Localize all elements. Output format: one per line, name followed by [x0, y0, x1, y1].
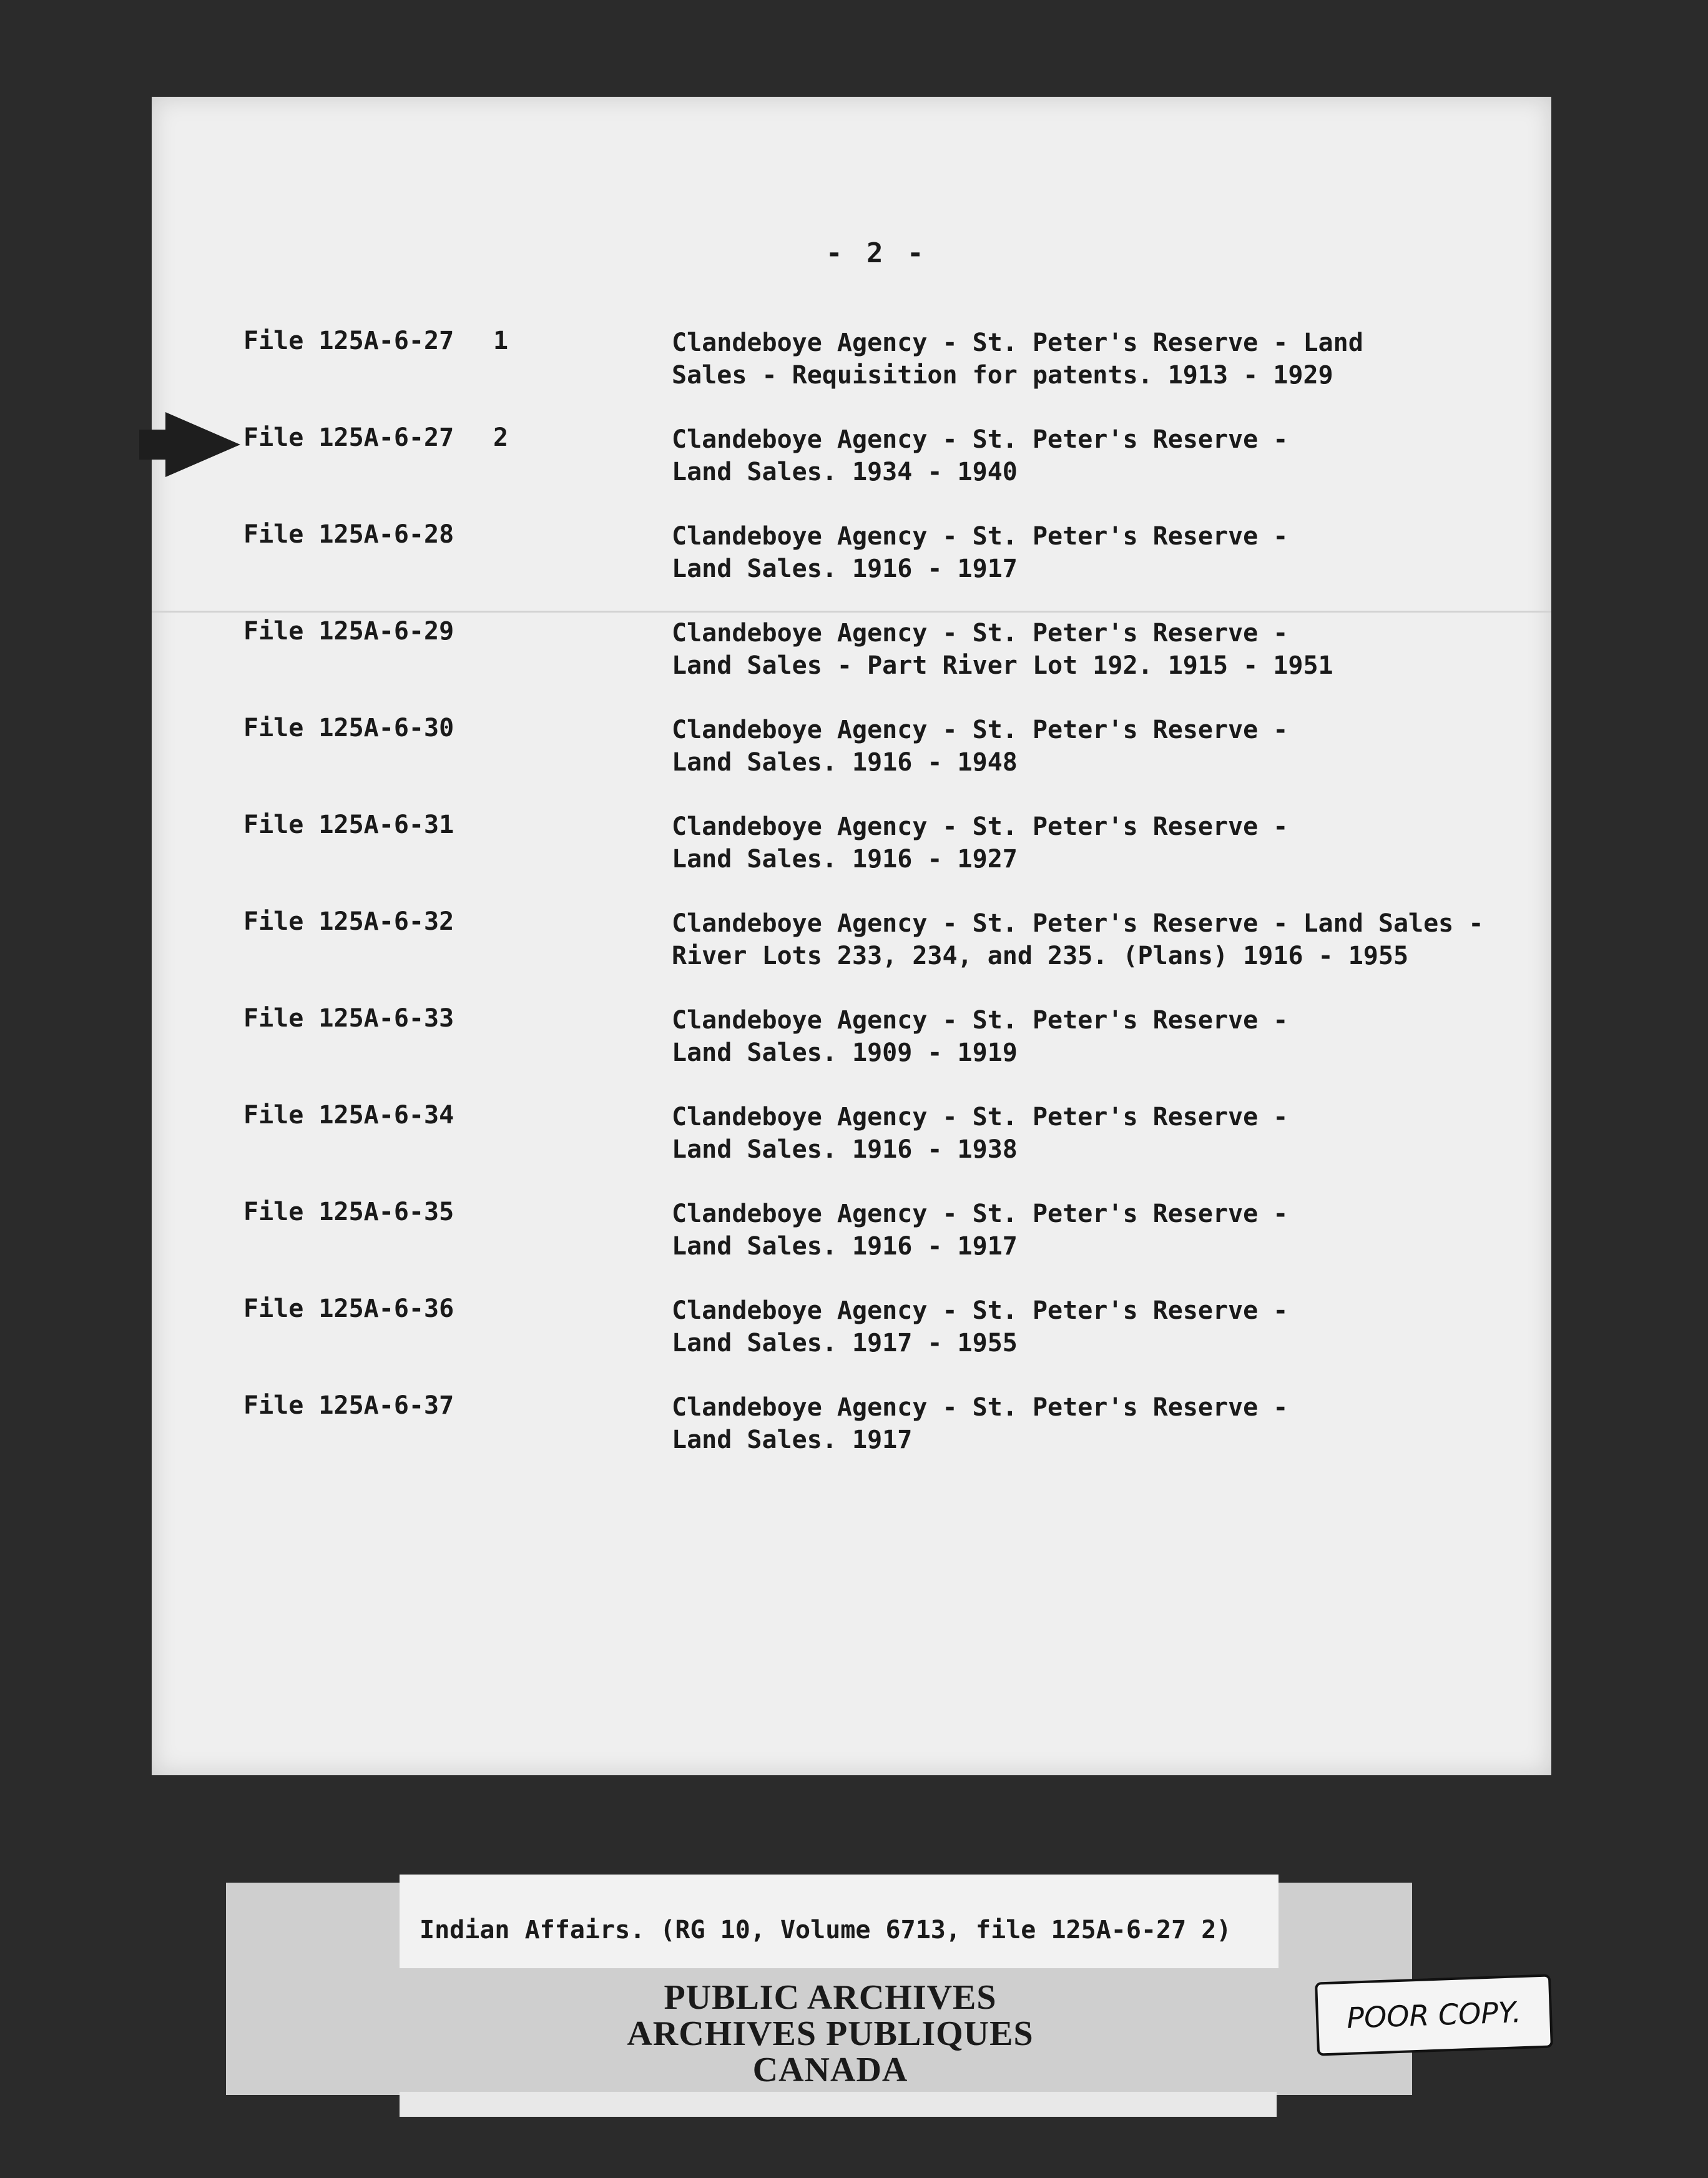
description-line: Land Sales. 1917 - 1955 — [672, 1329, 1018, 1358]
document-page — [152, 97, 1551, 1775]
file-description — [672, 907, 1502, 972]
description-line: Clandeboye Agency - St. Peter's Reserve - — [672, 1393, 1288, 1422]
description-line: Clandeboye Agency - St. Peter's Reserve - — [672, 619, 1288, 648]
file-entry — [152, 1294, 1551, 1363]
file-entry — [152, 1198, 1551, 1266]
file-description — [672, 1004, 1502, 1069]
file-entry — [152, 811, 1551, 879]
file-number: File 125A-6-30 — [243, 714, 454, 742]
description-line: Clandeboye Agency - St. Peter's Reserve - — [672, 1006, 1288, 1035]
description-line: Clandeboye Agency - St. Peter's Reserve - Land — [672, 328, 1363, 357]
stamp-line: CANADA — [752, 2051, 908, 2089]
stamp-line: ARCHIVES PUBLIQUES — [627, 2014, 1034, 2053]
archives-stamp — [549, 1979, 1111, 2088]
description-line: Land Sales. 1916 - 1917 — [672, 554, 1018, 583]
file-entry — [152, 1004, 1551, 1073]
file-number: File 125A-6-29 — [243, 617, 454, 646]
description-line: Land Sales. 1909 - 1919 — [672, 1038, 1018, 1067]
file-description — [672, 327, 1502, 392]
bottom-label-strip — [400, 2092, 1277, 2117]
page-fold-line — [152, 611, 1551, 613]
page-number: - 2 - — [826, 237, 928, 269]
poor-copy-note: POOR COPY. — [1315, 1974, 1553, 2056]
file-number: File 125A-6-35 — [243, 1198, 454, 1226]
description-line: Clandeboye Agency - St. Peter's Reserve - — [672, 1200, 1288, 1228]
stamp-line: PUBLIC ARCHIVES — [664, 1978, 997, 2017]
description-line: Sales - Requisition for patents. 1913 - 1929 — [672, 361, 1333, 390]
file-entry — [152, 617, 1551, 686]
file-description — [672, 714, 1502, 779]
file-entry — [152, 1101, 1551, 1170]
file-description — [672, 1101, 1502, 1166]
description-line: Clandeboye Agency - St. Peter's Reserve - — [672, 812, 1288, 841]
file-entry — [152, 423, 1551, 492]
file-entry — [152, 1391, 1551, 1460]
description-line: Clandeboye Agency - St. Peter's Reserve - Land Sales - — [672, 909, 1484, 938]
file-number: File 125A-6-33 — [243, 1004, 454, 1033]
file-number: File 125A-6-28 — [243, 520, 454, 549]
file-number: File 125A-6-27 — [243, 327, 454, 355]
file-entry — [152, 714, 1551, 782]
file-number: File 125A-6-34 — [243, 1101, 454, 1130]
file-number: File 125A-6-36 — [243, 1294, 454, 1323]
file-description — [672, 811, 1502, 875]
file-part: 2 — [493, 423, 509, 452]
description-line: Land Sales. 1916 - 1948 — [672, 748, 1018, 777]
description-line: Land Sales. 1916 - 1927 — [672, 845, 1018, 874]
file-entry — [152, 907, 1551, 976]
file-description — [672, 1294, 1502, 1359]
description-line: Clandeboye Agency - St. Peter's Reserve - — [672, 1296, 1288, 1325]
description-line: Land Sales. 1917 — [672, 1426, 913, 1454]
description-line: Clandeboye Agency - St. Peter's Reserve - — [672, 1103, 1288, 1131]
file-number: File 125A-6-27 — [243, 423, 454, 452]
description-line: River Lots 233, 234, and 235. (Plans) 1916 - 1955 — [672, 942, 1409, 970]
file-description — [672, 1391, 1502, 1456]
description-line: Clandeboye Agency - St. Peter's Reserve - — [672, 522, 1288, 551]
file-number: File 125A-6-37 — [243, 1391, 454, 1420]
file-number: File 125A-6-32 — [243, 907, 454, 936]
description-line: Clandeboye Agency - St. Peter's Reserve - — [672, 425, 1288, 454]
file-part: 1 — [493, 327, 509, 355]
file-description — [672, 520, 1502, 585]
description-line: Clandeboye Agency - St. Peter's Reserve - — [672, 716, 1288, 744]
description-line: Land Sales. 1934 - 1940 — [672, 458, 1018, 486]
archive-reference: Indian Affairs. (RG 10, Volume 6713, file 125A-6-27 2) — [420, 1916, 1232, 1944]
description-line: Land Sales. 1916 - 1938 — [672, 1135, 1018, 1164]
file-entry — [152, 327, 1551, 395]
file-description — [672, 617, 1502, 682]
file-number: File 125A-6-31 — [243, 811, 454, 839]
file-description — [672, 1198, 1502, 1263]
description-line: Land Sales - Part River Lot 192. 1915 - 1951 — [672, 651, 1333, 680]
file-description — [672, 423, 1502, 488]
description-line: Land Sales. 1916 - 1917 — [672, 1232, 1018, 1261]
file-entry — [152, 520, 1551, 589]
